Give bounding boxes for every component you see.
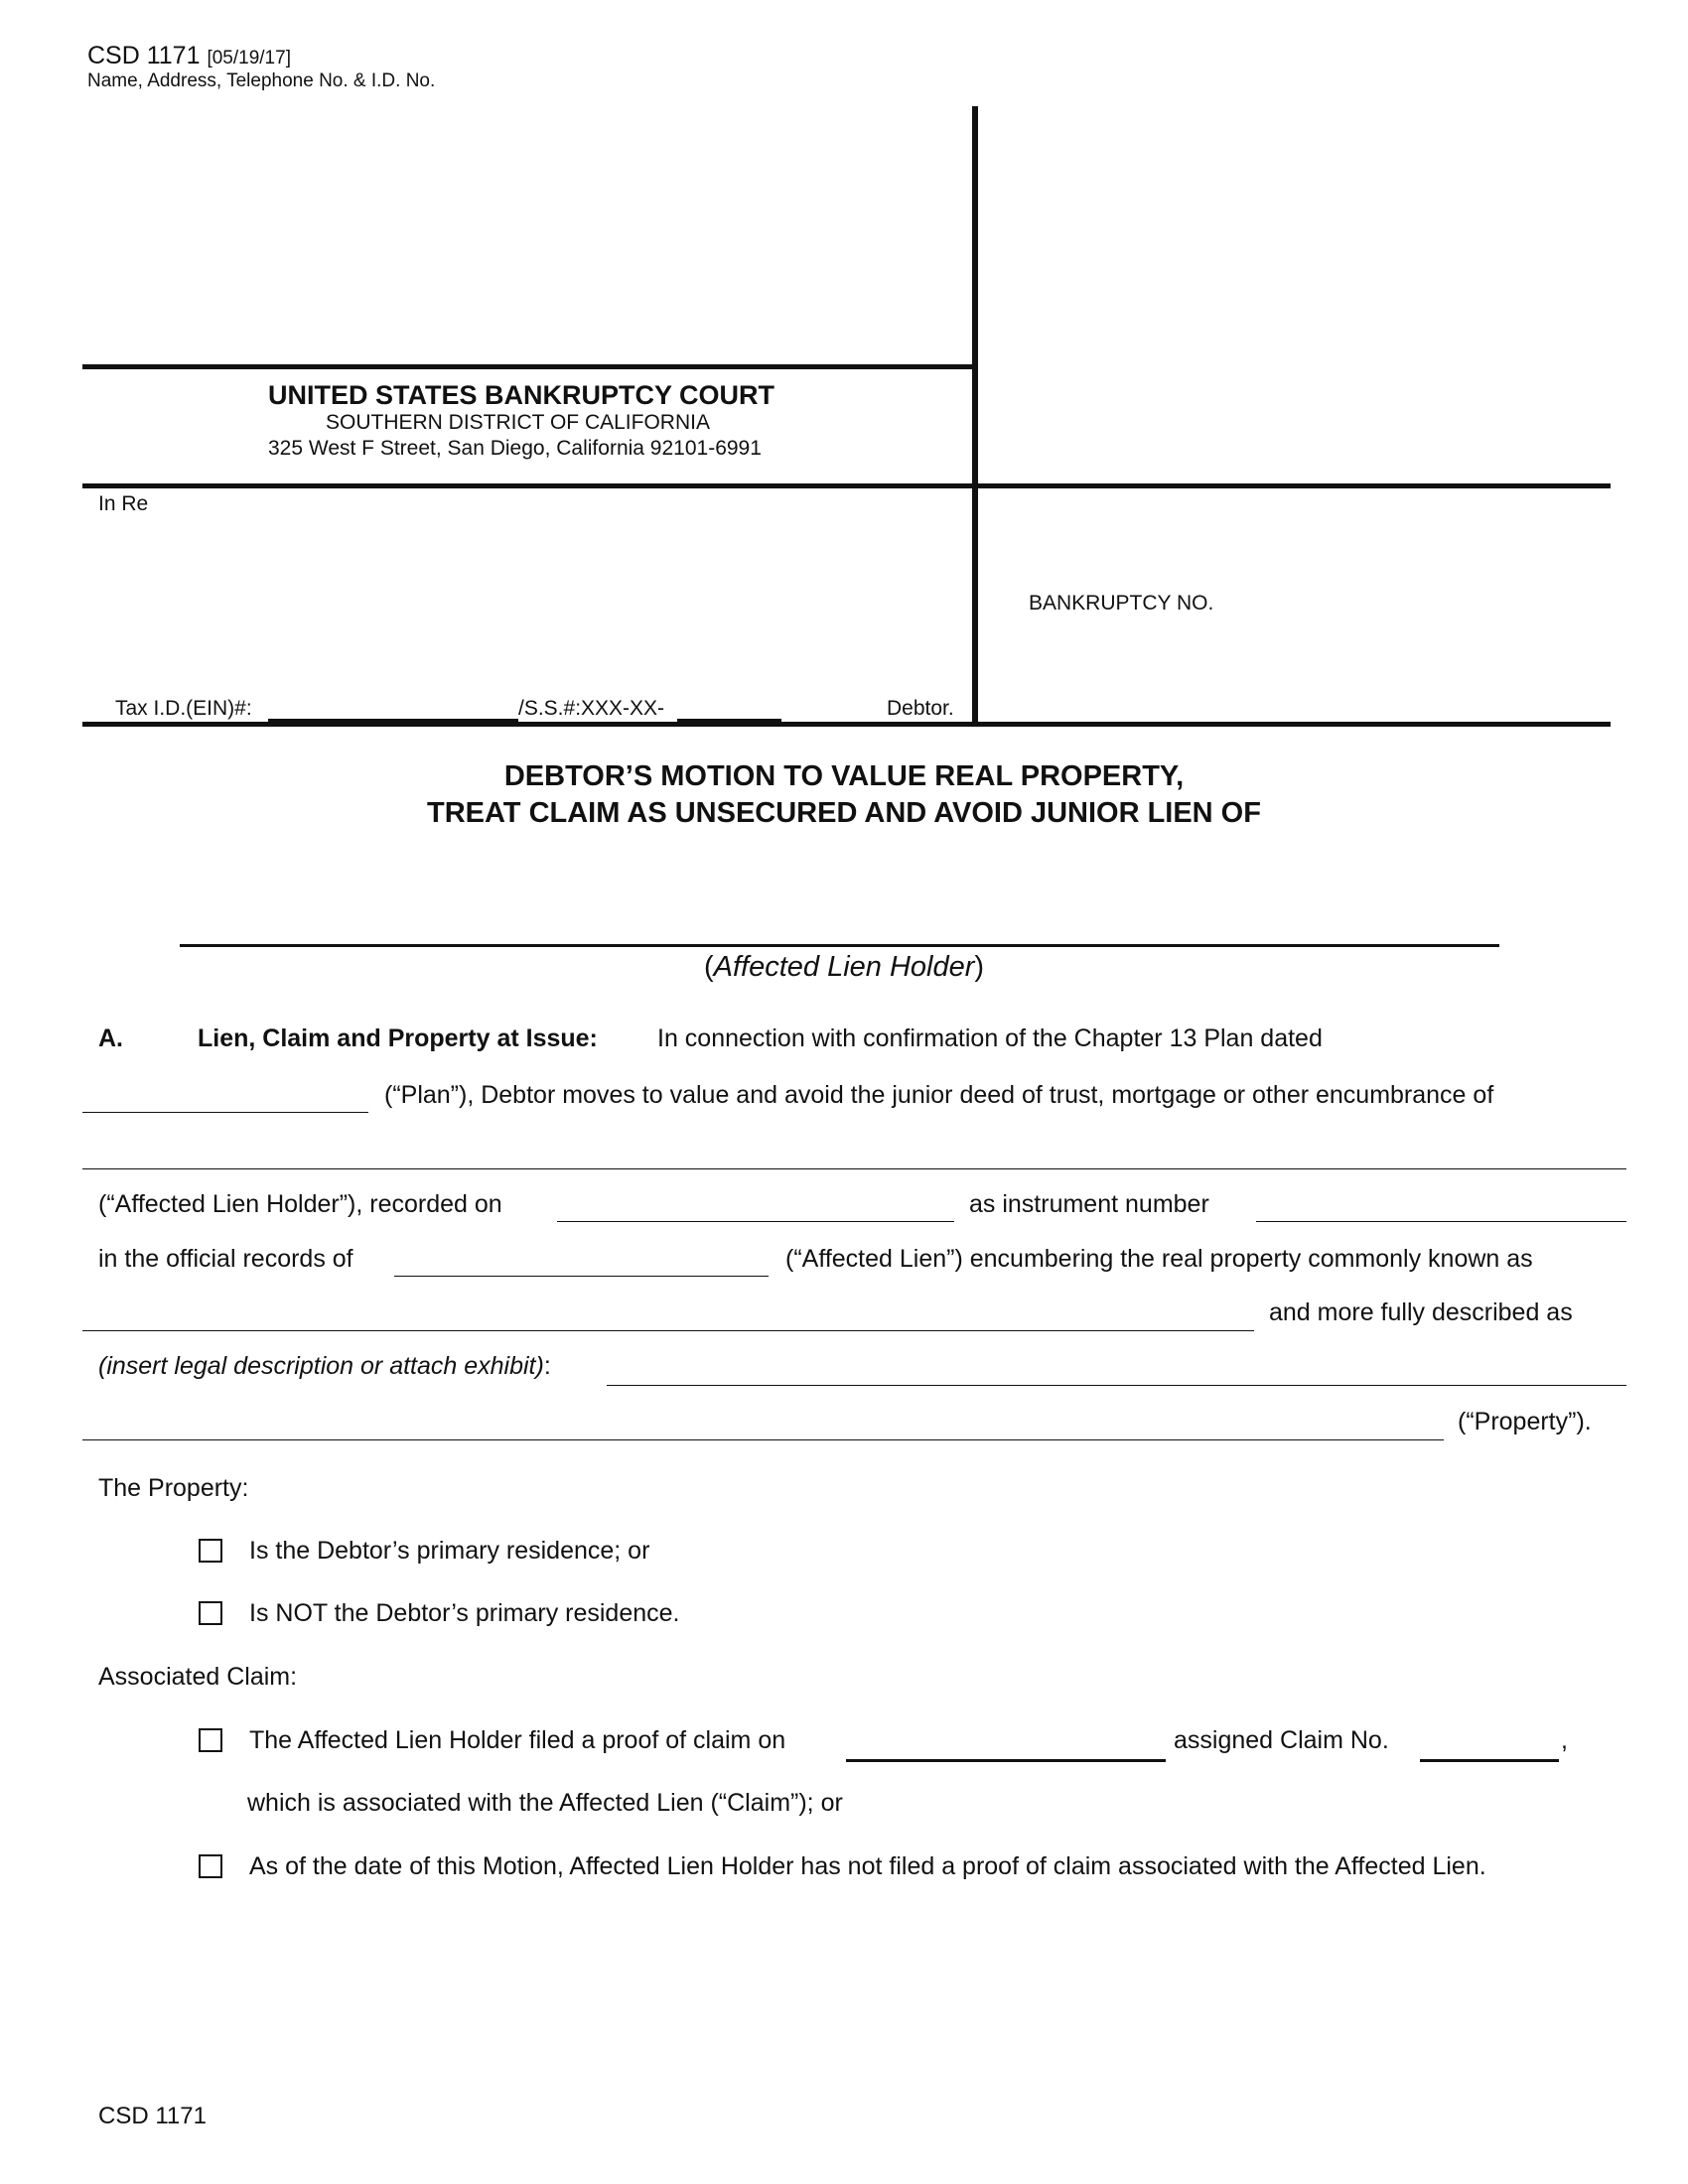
paren-close: ): [974, 951, 985, 983]
claim-number-field[interactable]: [1420, 1733, 1559, 1762]
ssn-label: /S.S.#:XXX-XX-: [518, 697, 665, 720]
official-records-label: in the official records of: [98, 1245, 353, 1273]
claim-not-filed-checkbox[interactable]: [199, 1854, 222, 1878]
encumbrance-holder-field[interactable]: [82, 1139, 1626, 1169]
affected-holder-recorded-text: (“Affected Lien Holder”), recorded on: [98, 1190, 502, 1218]
debtor-label: Debtor.: [887, 697, 954, 720]
court-address: 325 West F Street, San Diego, California 92101-6991: [268, 437, 762, 460]
official-records-field[interactable]: [394, 1250, 769, 1277]
section-a-heading: Lien, Claim and Property at Issue:: [198, 1024, 598, 1052]
motion-title-line1: DEBTOR’S MOTION TO VALUE REAL PROPERTY,: [503, 760, 1185, 792]
caption-vertical-divider: [972, 106, 978, 725]
motion-title-line2: TREAT CLAIM AS UNSECURED AND AVOID JUNIOR LIEN OF: [427, 797, 1261, 829]
not-primary-residence-label: Is NOT the Debtor’s primary residence.: [249, 1599, 680, 1627]
legal-description-field-2[interactable]: [82, 1414, 1444, 1440]
claim-filed-checkbox[interactable]: [199, 1728, 222, 1752]
claim-filed-date-field[interactable]: [846, 1733, 1166, 1762]
claim-filed-text-start: The Affected Lien Holder filed a proof of claim on: [249, 1726, 786, 1754]
claim-assigned-text: assigned Claim No.: [1174, 1726, 1389, 1754]
in-re-label: In Re: [98, 492, 149, 515]
lien-holder-name-field[interactable]: [180, 918, 1499, 947]
affected-lien-text: (“Affected Lien”) encumbering the real property commonly known as: [785, 1245, 1533, 1273]
form-number: CSD 1171: [87, 42, 201, 69]
plan-date-field[interactable]: [82, 1082, 368, 1113]
footer-form-id: CSD 1171: [98, 2103, 207, 2129]
form-id: [87, 42, 291, 70]
form-date: [05/19/17]: [207, 48, 291, 68]
section-a-letter: A.: [98, 1024, 123, 1052]
legal-description-field[interactable]: [607, 1359, 1626, 1386]
bankruptcy-no-label: BANKRUPTCY NO.: [1029, 592, 1214, 614]
not-primary-residence-checkbox[interactable]: [199, 1601, 222, 1625]
claim-not-filed-text: As of the date of this Motion, Affected Lien Holder has not filed a proof of claim associated with the Affected Lien.: [249, 1852, 1486, 1880]
claim-filed-text-line2: which is associated with the Affected Lien (“Claim”); or: [247, 1789, 843, 1817]
paren-open: (: [703, 951, 714, 983]
caption-bottom-rule: [82, 722, 1611, 727]
ssn-field[interactable]: [677, 697, 781, 722]
lien-holder-caption-text: Affected Lien Holder: [713, 951, 975, 983]
court-title: UNITED STATES BANKRUPTCY COURT: [268, 380, 775, 410]
property-label: The Property:: [98, 1474, 249, 1502]
plan-text: (“Plan”), Debtor moves to value and avoid the junior deed of trust, mortgage or other encumbrance of: [384, 1081, 1494, 1109]
debtor-name-field[interactable]: [98, 521, 962, 680]
property-end-text: (“Property”).: [1458, 1408, 1592, 1435]
in-re-top-rule: [82, 483, 1611, 488]
tax-id-field[interactable]: [268, 697, 518, 722]
associated-claim-label: Associated Claim:: [98, 1663, 298, 1691]
property-address-field[interactable]: [82, 1304, 1254, 1331]
claim-comma: ,: [1561, 1726, 1568, 1754]
legal-description-colon: :: [543, 1352, 551, 1380]
court-district: SOUTHERN DISTRICT OF CALIFORNIA: [326, 411, 710, 434]
instrument-number-field[interactable]: [1256, 1195, 1626, 1222]
legal-description-label: [98, 1352, 551, 1381]
instrument-number-label: as instrument number: [969, 1190, 1209, 1218]
lien-holder-caption: [0, 951, 1688, 984]
primary-residence-checkbox[interactable]: [199, 1539, 222, 1563]
name-address-label: Name, Address, Telephone No. & I.D. No.: [87, 70, 436, 91]
legal-description-text: (insert legal description or attach exhibit): [98, 1352, 544, 1380]
attorney-info-field[interactable]: [87, 99, 961, 357]
recorded-on-field[interactable]: [557, 1195, 954, 1222]
primary-residence-label: Is the Debtor’s primary residence; or: [249, 1537, 650, 1565]
tax-id-label: Tax I.D.(EIN)#:: [115, 697, 252, 720]
more-fully-described-text: and more fully described as: [1269, 1298, 1573, 1326]
section-a-intro: In connection with confirmation of the Chapter 13 Plan dated: [657, 1024, 1323, 1052]
bankruptcy-no-field[interactable]: [1029, 620, 1585, 710]
court-top-rule: [82, 364, 975, 369]
